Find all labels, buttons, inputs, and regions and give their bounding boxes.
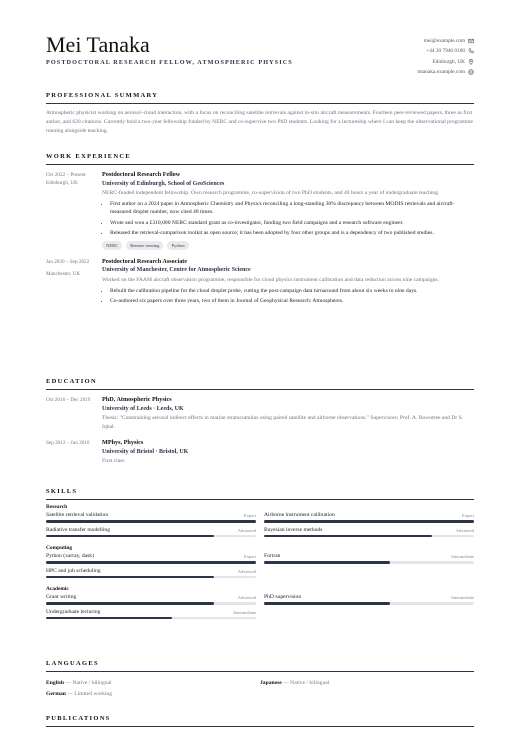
skill-group-label: Research xyxy=(46,504,68,510)
contact-website[interactable] xyxy=(417,67,474,77)
skill-row xyxy=(46,512,474,527)
education-degree: PhD, Atmospheric Physics xyxy=(102,396,172,403)
job-dates: Jan 2020 – Sep 2022 xyxy=(46,258,90,265)
skill-bar xyxy=(46,535,256,538)
candidate-name: Mei Tanaka xyxy=(46,32,150,57)
education-dates: Sep 2012 – Jun 2016 xyxy=(46,440,90,447)
publications-section xyxy=(46,715,474,727)
skill-level: Intermediate xyxy=(451,554,474,559)
candidate-headline: POSTDOCTORAL RESEARCH FELLOW, ATMOSPHERIC PHYSICS xyxy=(46,59,293,66)
publications-title: PUBLICATIONS xyxy=(46,715,474,727)
language-level: — Native / bilingual xyxy=(65,680,112,686)
skill-level: Advanced xyxy=(237,595,256,600)
skill-item xyxy=(46,553,256,564)
experience-section xyxy=(46,153,474,308)
skill-item xyxy=(46,609,256,620)
phone-icon xyxy=(468,48,474,54)
skill-row xyxy=(46,527,474,542)
job-org: University of Manchester, Centre for Atmospheric Science xyxy=(102,267,251,274)
skill-item xyxy=(264,594,474,605)
contact-block xyxy=(417,36,474,77)
skill-level: Advanced xyxy=(455,527,474,533)
skill-name: Grant writing xyxy=(46,594,77,600)
tag-chip: NERC xyxy=(102,241,122,250)
skill-row xyxy=(46,568,474,583)
tag-chip: Remote sensing xyxy=(126,241,163,250)
skill-name: HPC and job scheduling xyxy=(46,567,101,574)
job-org: University of Edinburgh, School of GeoSciences xyxy=(102,180,225,187)
job-bullets xyxy=(102,287,474,306)
skill-item xyxy=(264,512,474,523)
job-body xyxy=(102,258,474,306)
globe-icon xyxy=(468,69,474,75)
job-bullet: • Wrote and won a £310,000 NERC standard grant as co-investigator, funding two field campaigns and a research software engineer. xyxy=(110,219,474,228)
languages-section xyxy=(46,660,474,700)
skill-bar-fill xyxy=(264,520,474,523)
job-tags xyxy=(102,241,474,250)
job-role: Postdoctoral Research Fellow xyxy=(102,171,181,178)
job-meta xyxy=(46,258,98,278)
skill-name: Fortran xyxy=(264,553,281,559)
education-body xyxy=(102,439,474,466)
language-name: Japanese xyxy=(260,680,282,686)
job-location: Edinburgh, UK xyxy=(46,180,78,187)
skill-row xyxy=(46,594,474,609)
summary-title: PROFESSIONAL SUMMARY xyxy=(46,92,474,104)
skills-title: SKILLS xyxy=(46,488,474,500)
education-degree: MPhys, Physics xyxy=(102,439,144,447)
language-level: — Limited working xyxy=(67,691,113,697)
contact-email[interactable] xyxy=(417,36,474,46)
skill-bar-fill xyxy=(264,602,390,605)
location-icon xyxy=(468,59,474,65)
skill-item xyxy=(46,568,256,579)
education-school: University of Bristol · Bristol, UK xyxy=(102,448,189,455)
skill-name: Satellite retrieval validation xyxy=(46,512,109,518)
education-entry xyxy=(46,396,474,431)
education-school: University of Leeds · Leeds, UK xyxy=(102,405,184,412)
contact-email-text: mei@example.com xyxy=(423,38,465,44)
skill-level: Intermediate xyxy=(451,595,474,600)
contact-website-text: mtanaka.example.com xyxy=(417,68,465,75)
job-location: Manchester, UK xyxy=(46,271,81,278)
language-row xyxy=(46,678,474,689)
envelope-icon xyxy=(468,38,474,44)
tag-chip: Python xyxy=(167,241,188,250)
skill-item xyxy=(46,527,256,538)
education-dates: Oct 2016 – Dec 2019 xyxy=(46,397,91,403)
education-body xyxy=(102,396,474,431)
job-bullet: • Co-authored six papers over three years, two of them in Journal of Geophysical Research: Atmospheres. xyxy=(110,297,474,306)
skill-bar xyxy=(264,535,474,538)
skill-name: Bayesian inverse methods xyxy=(264,526,323,533)
skill-bar-fill xyxy=(46,561,256,564)
skill-level: Advanced xyxy=(237,527,256,533)
skill-item xyxy=(264,527,474,538)
skill-bar xyxy=(46,561,256,564)
skill-bar xyxy=(264,602,474,605)
skill-group-label: Academic xyxy=(46,586,69,592)
language-item xyxy=(46,689,264,700)
education-entry xyxy=(46,439,474,466)
skill-bar xyxy=(46,602,256,605)
job-dates: Oct 2022 – Present xyxy=(46,172,86,178)
education-title: EDUCATION xyxy=(46,378,474,390)
contact-location xyxy=(417,57,474,67)
contact-location-text: Edinburgh, UK xyxy=(432,58,465,65)
skill-bar xyxy=(46,520,256,523)
contact-phone[interactable] xyxy=(417,46,474,56)
skill-bar-fill xyxy=(46,576,214,579)
skill-name: Airborne instrument calibration xyxy=(264,512,335,518)
language-row xyxy=(46,689,474,700)
skill-bar xyxy=(46,576,256,579)
skill-item xyxy=(46,594,256,605)
education-section xyxy=(46,378,474,466)
skill-item xyxy=(264,553,474,564)
skill-bar-fill xyxy=(46,617,172,620)
language-name: German xyxy=(46,691,66,697)
summary-section xyxy=(46,92,474,135)
languages-title: LANGUAGES xyxy=(46,660,474,672)
summary-text: Atmospheric physicist working on aerosol–cloud interaction, with a focus on reconciling satellite retrievals against in-situ aircraft measurements. Fourteen peer-reviewed papers, three as first author, and 620 citations. Currently hold a two-year fellowship funded by NERC and co-supervise two PhD students. Looking for a lectureship where I can keep the observational programme running alongside teaching. xyxy=(46,110,473,134)
skill-bar xyxy=(46,617,256,620)
experience-title: WORK EXPERIENCE xyxy=(46,153,474,165)
contact-phone-text: +44 20 7946 0100 xyxy=(426,48,465,55)
skills-section xyxy=(46,488,474,623)
skill-name: Radiative transfer modelling xyxy=(46,526,110,533)
job-bullet: • Rebuilt the calibration pipeline for the cloud droplet probe, cutting the post-campaign data turnaround from about six weeks to nine days. xyxy=(110,287,474,296)
skill-bar-fill xyxy=(46,602,214,605)
skill-level: Intermediate xyxy=(233,609,256,615)
skill-bar-fill xyxy=(46,520,256,523)
skill-name: Undergraduate lecturing xyxy=(46,608,101,615)
skill-bar xyxy=(264,561,474,564)
skill-bar xyxy=(264,520,474,523)
skill-name: PhD supervision xyxy=(264,594,302,600)
job-description: NERC-funded independent fellowship. Own research programme, co-supervision of two PhD students, and 40 hours a year of undergraduate teaching. xyxy=(102,190,440,196)
skill-row xyxy=(46,553,474,568)
language-name: English xyxy=(46,680,65,686)
skill-level: Expert xyxy=(462,513,474,518)
skill-name: Python (xarray, dask) xyxy=(46,553,94,559)
job-description: Worked on the FAAM aircraft observation programme; responsible for cloud physics instrument calibration and data reduction across nine campaigns. xyxy=(102,276,439,283)
job-bullet: • Released the retrieval-comparison toolkit as open source; it has been adopted by four other groups and is a dependency of two published studies. xyxy=(110,229,474,238)
job-entry xyxy=(46,171,474,250)
job-role: Postdoctoral Research Associate xyxy=(102,257,188,265)
job-entry xyxy=(46,258,474,306)
skill-bar-fill xyxy=(264,561,390,564)
education-note: First class xyxy=(102,458,125,465)
skill-item xyxy=(46,512,256,523)
language-item xyxy=(46,678,260,689)
skill-bar-fill xyxy=(46,535,214,538)
skill-group-label: Computing xyxy=(46,545,73,551)
language-item xyxy=(260,678,474,689)
job-bullets xyxy=(102,200,474,238)
skill-row xyxy=(46,609,474,624)
skill-level: Expert xyxy=(244,513,256,518)
skill-level: Advanced xyxy=(237,568,256,574)
job-body xyxy=(102,171,474,250)
education-note: Thesis: "Constraining aerosol indirect effects in marine stratocumulus using paired satellite and airborne observations." Supervisors: Prof. A. Rowntree and Dr S. Iqbal. xyxy=(102,415,464,430)
language-level: — Native / bilingual xyxy=(283,680,330,686)
skill-bar-fill xyxy=(264,535,432,538)
skill-level: Expert xyxy=(244,554,256,559)
job-bullet: • First author on a 2024 paper in Atmospheric Chemistry and Physics reconciling a long-standing 30% discrepancy between MODIS retrievals and aircraft-measured droplet number, now cited 48 times. xyxy=(110,200,474,217)
job-meta xyxy=(46,171,98,187)
